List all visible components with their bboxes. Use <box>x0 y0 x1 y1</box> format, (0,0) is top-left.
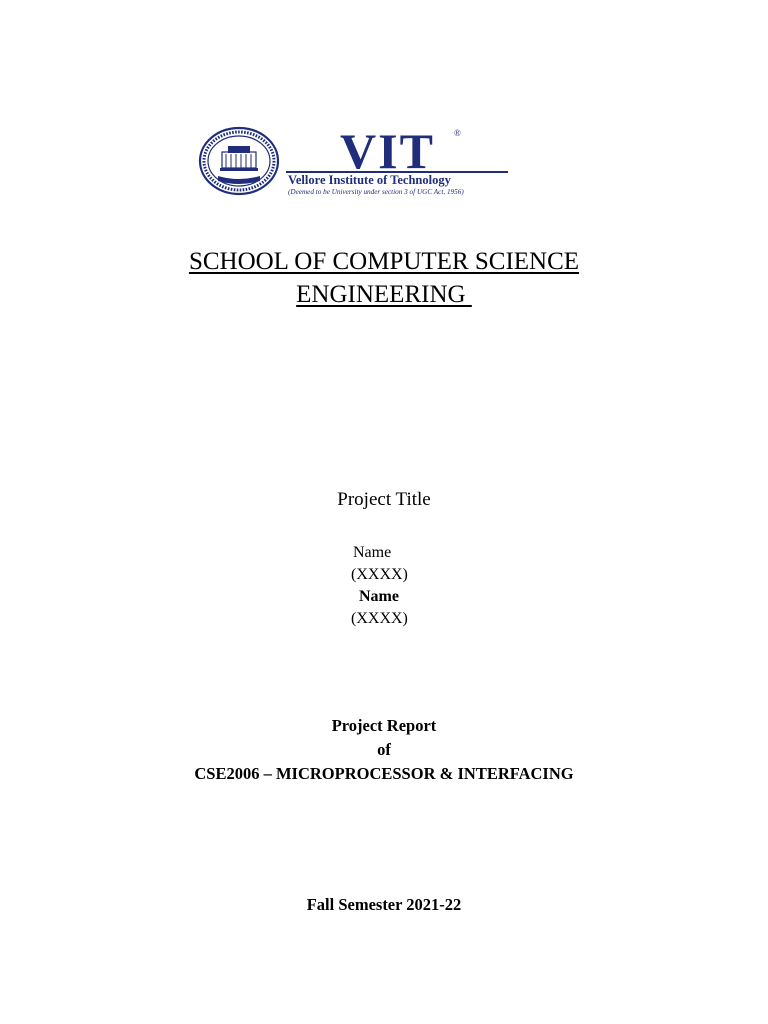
school-title-line2: ENGINEERING <box>296 281 472 308</box>
student-name-row <box>0 586 768 608</box>
report-info <box>0 714 768 786</box>
student-id-row <box>0 608 768 630</box>
school-title-line1: SCHOOL OF COMPUTER SCIENCE <box>188 248 580 275</box>
university-seal-icon <box>198 126 280 196</box>
student-list <box>0 542 768 630</box>
student-name: Name <box>359 588 399 605</box>
vit-wordmark <box>286 122 508 198</box>
project-title: Project Title <box>337 489 431 510</box>
student-id: (XXXX) <box>351 610 408 627</box>
school-title <box>0 245 768 311</box>
report-line2: of <box>377 740 391 759</box>
wordmark-text: VIT <box>340 123 435 179</box>
report-line1: Project Report <box>331 716 437 735</box>
logo-tagline: (Deemed to be University under section 3 of UGC Act, 1956) <box>288 188 464 196</box>
student-name-row <box>0 542 768 564</box>
student-name: Name <box>353 544 392 561</box>
registered-mark: ® <box>454 128 461 138</box>
student-id-row <box>0 564 768 586</box>
course-title: CSE2006 – MICROPROCESSOR & INTERFACING <box>194 764 574 783</box>
logo-subtitle: Vellore Institute of Technology <box>288 173 451 187</box>
student-id: (XXXX) <box>351 566 408 583</box>
vit-logo <box>198 122 508 198</box>
semester: Fall Semester 2021-22 <box>306 895 462 914</box>
